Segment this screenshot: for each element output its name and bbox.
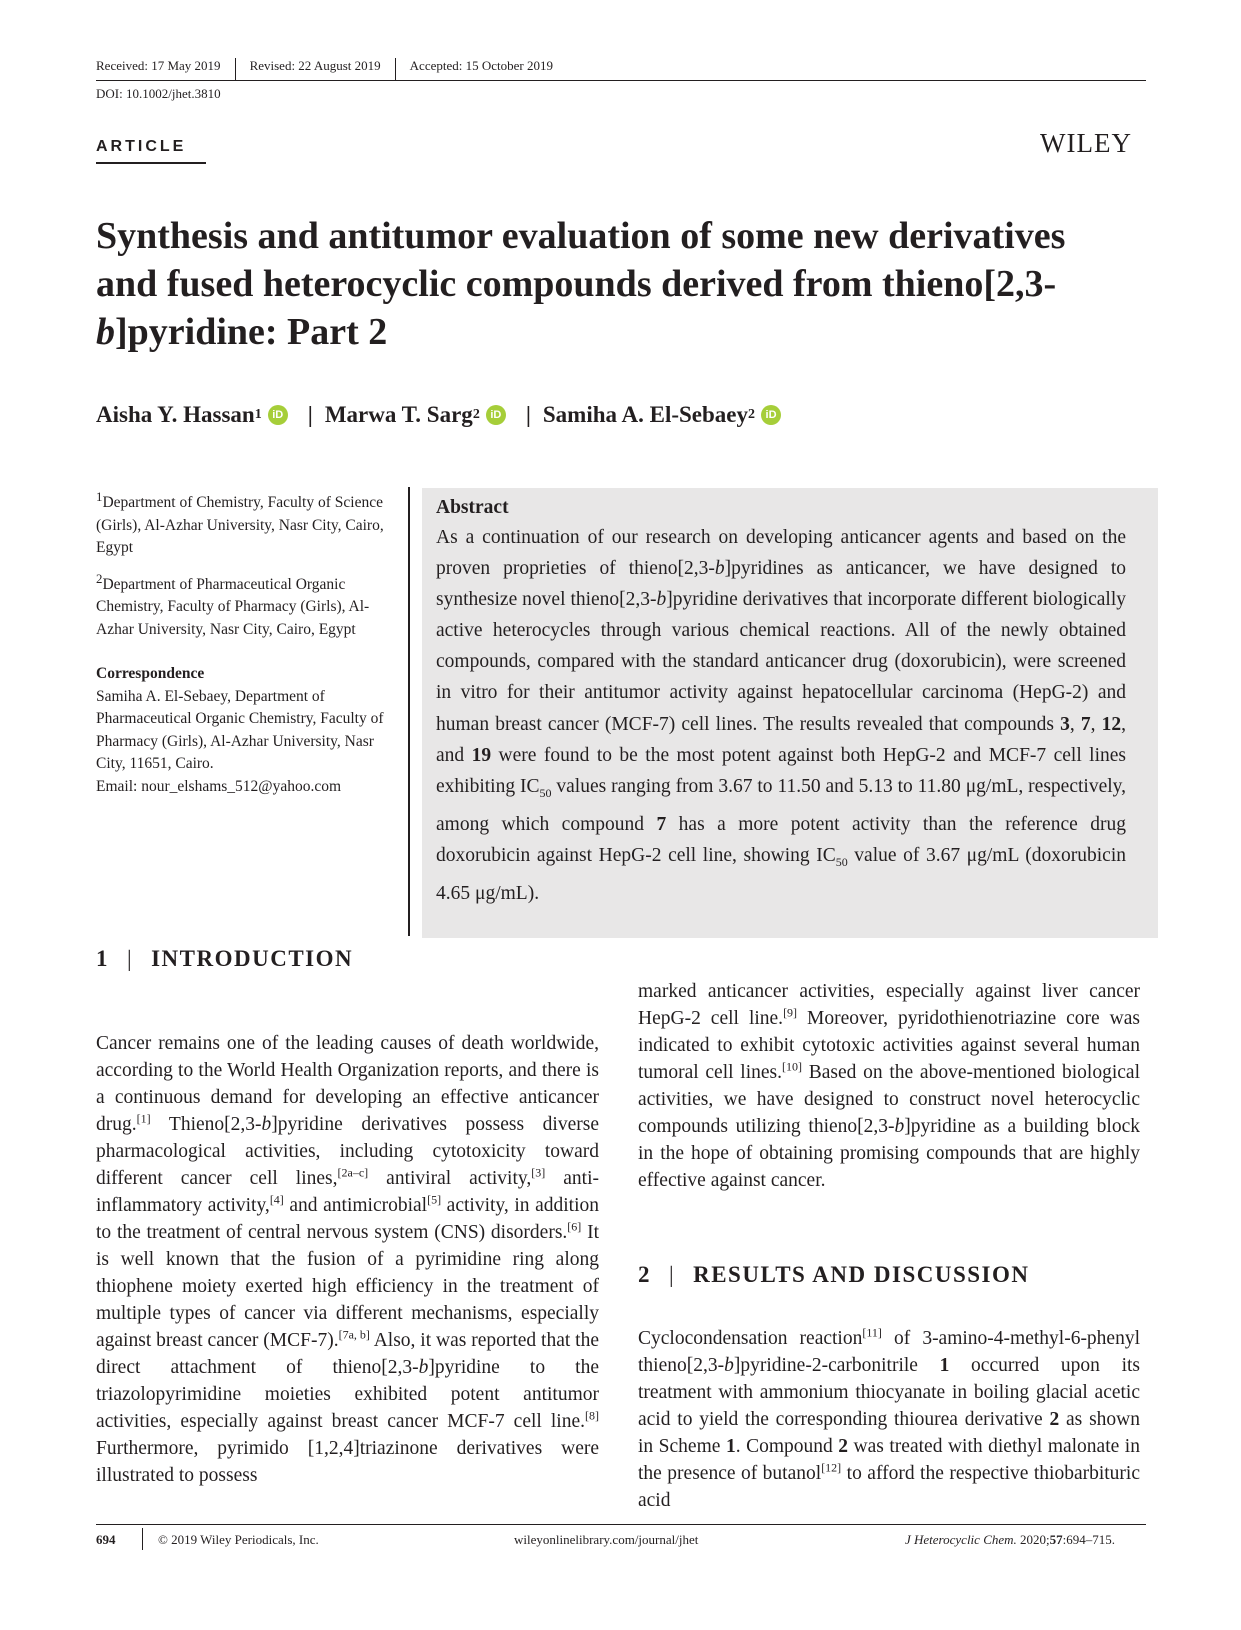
author-separator: | xyxy=(525,402,531,427)
orcid-icon[interactable]: iD xyxy=(486,405,506,425)
citation-ref[interactable]: [2a–c] xyxy=(337,1165,369,1180)
author-affiliation-sup: 2 xyxy=(748,407,756,422)
orcid-icon[interactable]: iD xyxy=(761,405,781,425)
introduction-text-continued: marked anticancer activities, especially against liver cancer HepG-2 cell line.[9] Moreover, pyridothienotriazine core was indicated to exhibit cytotoxic activities against several human tumoral cell lines.[10] Based on the above-mentioned biological activities, we have designed to construct novel heterocyclic compounds utilizing thieno[2,3-b]pyridine as a building block in the hope of obtaining promising compounds that are highly effective against cancer. xyxy=(638,981,1141,1191)
publication-dates xyxy=(96,58,1146,80)
author-affiliation-sup: 1 xyxy=(254,407,262,422)
affiliation-2: $^2$Department of Pharmaceutical Organic Chemistry, Faculty of Pharmacy (Girls), Al-Azhar University, Nasr City, Cairo, Egypt xyxy=(96,570,370,638)
article-label: ARTICLE xyxy=(96,138,187,155)
abstract-text: As a continuation of our research on developing anticancer agents and based on the proven proprieties of thieno[2,3-b]pyridines as anticancer, we have designed to synthesize novel thieno[2,3-b]pyridine derivatives that incorporate different biologically active heterocycles through various chemical reactions. All of the newly obtained compounds, compared with the standard anticancer drug (doxorubicin), were screened in vitro for their antitumor activity against hepatocellular carcinoma (HepG-2) and human breast cancer (MCF-7) cell lines. The results revealed that compounds 3, 7, 12, and 19 were found to be the most potent against both HepG-2 and MCF-7 cell lines exhibiting $IC_{50}$ values ranging from 3.67 to 11.50 and 5.13 to 11.80 μg/mL, respectively, among which compound 7 has a more potent activity than the reference drug doxorubicin against HepG-2 cell line, showing $IC_{50}$ value of 3.67 μg/mL (doxorubicin 4.65 μg/mL). xyxy=(436,527,1127,904)
citation-ref[interactable]: [9] xyxy=(783,1005,798,1020)
author-separator: | xyxy=(307,402,313,427)
citation-ref[interactable]: [6] xyxy=(567,1219,582,1234)
section-heading-results: 2 | RESULTS AND DISCUSSION xyxy=(638,1262,1030,1287)
affiliations xyxy=(96,486,394,798)
citation-ref[interactable]: [4] xyxy=(269,1192,284,1207)
citation-ref[interactable]: [10] xyxy=(781,1059,802,1074)
orcid-icon[interactable]: iD xyxy=(268,405,288,425)
citation-ref[interactable]: [11] xyxy=(862,1325,882,1340)
journal-url[interactable]: wileyonlinelibrary.com/journal/jhet xyxy=(514,1532,699,1547)
doi[interactable]: DOI: 10.1002/jhet.3810 xyxy=(96,86,221,101)
footer-rule xyxy=(96,1524,1146,1525)
abstract-heading: Abstract xyxy=(436,497,509,518)
affiliation-1: $^1$Department of Chemistry, Faculty of Science (Girls), Al-Azhar University, Nasr City, Cairo, Egypt xyxy=(96,489,384,557)
accepted-date: Accepted: 15 October 2019 xyxy=(395,58,567,80)
author-list xyxy=(96,402,789,428)
correspondence-text: Samiha A. El-Sebaey, Department of Pharmaceutical Organic Chemistry, Faculty of Pharmacy (Girls), Al-Azhar University, Nasr City, 11651, Cairo. xyxy=(96,687,384,773)
page-number: 694 xyxy=(96,1532,116,1547)
correspondence-heading: Correspondence xyxy=(96,665,205,683)
citation-ref[interactable]: [1] xyxy=(136,1111,151,1126)
author-name: Marwa T. Sarg xyxy=(324,402,473,427)
title-line-2: and fused heterocyclic compounds derived from thieno[2,3- xyxy=(96,263,1057,305)
received-date: Received: 17 May 2019 xyxy=(96,58,221,73)
copyright: © 2019 Wiley Periodicals, Inc. xyxy=(158,1532,319,1547)
citation-ref[interactable]: [8] xyxy=(585,1408,599,1423)
section-heading-introduction: 1 | INTRODUCTION xyxy=(96,946,354,971)
citation-ref[interactable]: [3] xyxy=(531,1165,546,1180)
author-name: Aisha Y. Hassan xyxy=(96,402,255,427)
revised-date: Revised: 22 August 2019 xyxy=(235,58,395,80)
title-line-1: Synthesis and antitumor evaluation of some new derivatives xyxy=(96,215,1066,257)
header-rule xyxy=(96,80,1146,81)
paper-title xyxy=(96,212,1156,356)
title-line-3: b]pyridine: Part 2 xyxy=(96,311,388,353)
citation-ref[interactable]: [7a, b] xyxy=(338,1327,370,1342)
author-name: Samiha A. El-Sebaey xyxy=(542,402,749,427)
author-affiliation-sup: 2 xyxy=(472,407,480,422)
citation-ref[interactable]: [12] xyxy=(821,1460,842,1475)
citation-ref[interactable]: [5] xyxy=(427,1192,442,1207)
abstract xyxy=(436,494,1126,909)
footer-divider xyxy=(142,1528,143,1550)
journal-citation: J Heterocyclic Chem. 2020;57:694–715. xyxy=(905,1532,1116,1547)
article-label-underline xyxy=(96,162,206,164)
correspondence-email[interactable]: Email: nour_elshams_512@yahoo.com xyxy=(96,777,342,795)
results-text: Cyclocondensation reaction[11] of 3-amino-4-methyl-6-phenyl thieno[2,3-b]pyridine-2-carbonitrile 1 occurred upon its treatment with ammonium thiocyanate in boiling glacial acetic acid to yield the corresponding thiourea derivative 2 as shown in Scheme 1. Compound 2 was treated with diethyl malonate in the presence of butanol[12] to afford the respective thiobarbituric acid xyxy=(638,1325,1141,1511)
abstract-divider xyxy=(408,487,410,936)
introduction-text: Cancer remains one of the leading causes of death worldwide, according to the World Health Organization reports, and there is a continuous demand for developing an effective anticancer drug.[1] Thieno[2,3-b]pyridine derivatives possess diverse pharmacological activities, including cytotoxicity toward different cancer cell lines,[2a–c] antiviral activity,[3] anti-inflammatory activity,[4] and antimicrobial[5] activity, in addition to the treatment of central nervous system (CNS) disorders.[6] It is well known that the fusion of a pyrimidine ring along thiophene moiety exerted high efficiency in the treatment of multiple types of cancer via different mechanisms, especially against breast cancer (MCF-7).[7a, b] Also, it was reported that the direct attachment of thieno[2,3-b]pyridine to the triazolopyrimidine moieties exhibited potent antitumor activities, especially against breast cancer MCF-7 cell line.[8] Furthermore, pyrimido [1,2,4]triazinone derivatives were illustrated to possess xyxy=(96,1033,599,1486)
publisher-logo: WILEY xyxy=(1040,128,1132,158)
